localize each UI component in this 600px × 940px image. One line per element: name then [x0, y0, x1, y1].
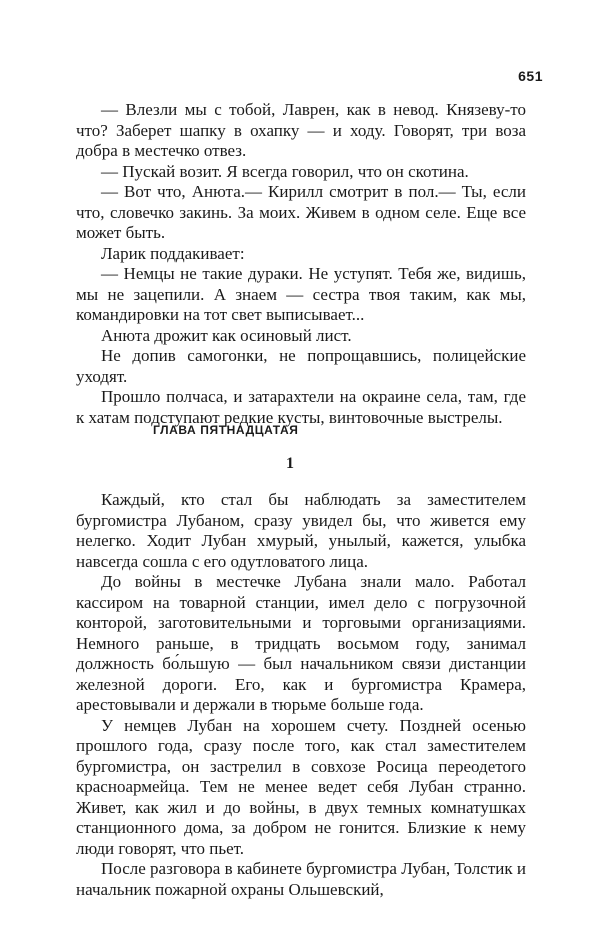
paragraph: — Влезли мы с тобой, Лаврен, как в невод. Князеву-то что? Заберет шапку в охапку — и ходу. Говорят, три воза добра в местечко отвез. — [76, 100, 526, 160]
section-number: 1 — [286, 455, 294, 472]
text-block-bottom — [76, 490, 526, 900]
paragraph: Ларик поддакивает: — [101, 243, 245, 263]
paragraph: Анюта дрожит как осиновый лист. — [101, 325, 352, 345]
paragraph: — Немцы не такие дураки. Не уступят. Тебя же, видишь, мы не зацепили. А знаем — сестра твоя таким, как мы, командировки на тот свет выписывает... — [76, 264, 526, 324]
text-block-top — [76, 100, 526, 428]
paragraph: До войны в местечке Лубана знали мало. Работал кассиром на товарной станции, имел дело с погрузочной конторой, заготовительными и торговыми организациями. Немного раньше, в тридцать восьмом году, занимал должность бо́льшую — был начальником связи дистанции железной дороги. Его, как и бургомистра Крамера, арестовывали и держали в тюрьме больше года. — [76, 572, 526, 714]
paragraph: Не допив самогонки, не попрощавшись, полицейские уходят. — [76, 346, 526, 386]
chapter-title: ГЛАВА ПЯТНАДЦАТАЯ — [153, 423, 299, 437]
paragraph: Каждый, кто стал бы наблюдать за заместителем бургомистра Лубаном, сразу увидел бы, что живется ему нелегко. Ходит Лубан хмурый, унылый, кажется, улыбка навсегда сошла с его одутловатого лица. — [76, 490, 526, 571]
paragraph: — Пускай возит. Я всегда говорил, что он скотина. — [101, 161, 469, 181]
page-number: 651 — [518, 68, 543, 84]
paragraph: — Вот что, Анюта.— Кирилл смотрит в пол.— Ты, если что, словечко закинь. За моих. Живем в одном селе. Еще все может быть. — [76, 182, 526, 242]
paragraph: У немцев Лубан на хорошем счету. Поздней осенью прошлого года, сразу после того, как стал заместителем бургомистра, он застрелил в совхозе Росица переодетого красноармейца. Тем не менее ведет себя Лубан странно. Живет, как жил и до войны, в двух темных комнатушках станционного дома, за добром не гонится. Близкие к нему люди говорят, что пьет. — [76, 715, 526, 858]
paragraph: Прошло полчаса, и затарахтели на окраине села, там, где к хатам подступают редкие кусты, винтовочные выстрелы. — [76, 387, 526, 427]
paragraph: После разговора в кабинете бургомистра Лубан, Толстик и начальник пожарной охраны Ольшевский, — [76, 859, 526, 899]
